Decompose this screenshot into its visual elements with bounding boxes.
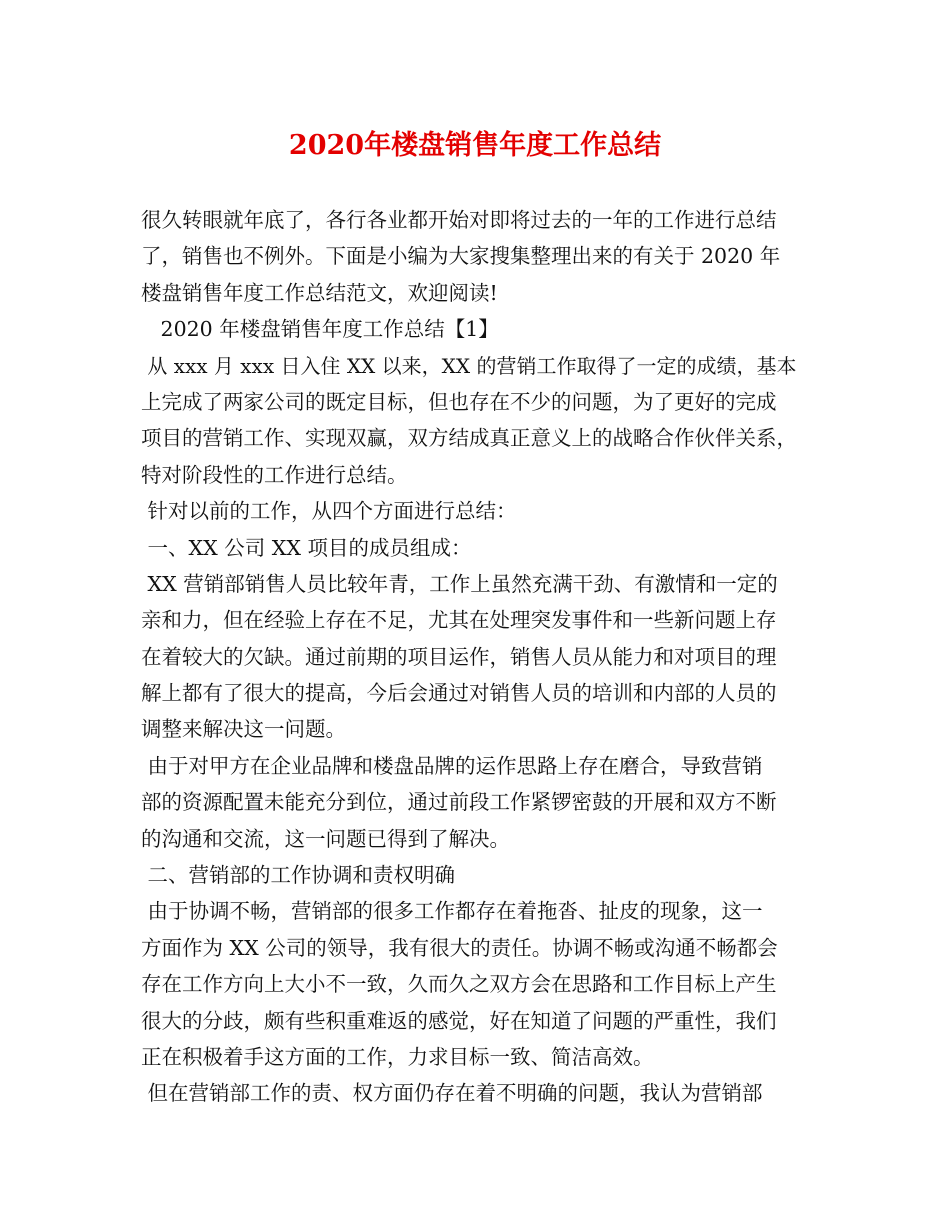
body-line: 项目的营销工作、实现双赢，双方结成真正意义上的战略合作伙伴关系， [141,426,797,451]
body-line: 解上都有了很大的提高，今后会通过对销售人员的培训和内部的人员的 [141,681,777,706]
body-line: 但在营销部工作的责、权方面仍存在着不明确的问题，我认为营销部 [141,1081,763,1106]
body-line: 正在积极着手这方面的工作，力求目标一致、简洁高效。 [141,1044,654,1069]
body-line: 很久转眼就年底了，各行各业都开始对即将过去的一年的工作进行总结 [141,208,777,232]
body-line: 存在工作方向上大小不一致，久而久之双方会在思路和工作目标上产生 [141,972,777,997]
body-line: 的沟通和交流，这一问题已得到了解决。 [141,826,510,851]
document-body [141,202,809,1112]
body-line: 亲和力，但在经验上存在不足，尤其在处理突发事件和一些新问题上存 [141,608,777,633]
body-line: 由于对甲方在企业品牌和楼盘品牌的运作思路上存在磨合，导致营销 [141,753,763,778]
body-line: 从 xxx 月 xxx 日入住 XX 以来，XX 的营销工作取得了一定的成绩，基本 [141,353,797,378]
body-line: 在着较大的欠缺。通过前期的项目运作，销售人员从能力和对项目的理 [141,644,777,669]
body-line: 上完成了两家公司的既定目标，但也存在不少的问题，为了更好的完成 [141,389,777,414]
body-line: 由于协调不畅，营销部的很多工作都存在着拖沓、扯皮的现象，这一 [141,899,763,924]
body-line: 一、XX 公司 XX 项目的成员组成： [141,535,472,560]
body-line: XX 营销部销售人员比较年青，工作上虽然充满干劲、有激情和一定的 [141,571,778,596]
body-line: 2020 年楼盘销售年度工作总结【1】 [141,317,499,342]
body-line: 方面作为 XX 公司的领导，我有很大的责任。协调不畅或沟通不畅都会 [141,935,778,960]
body-line: 特对阶段性的工作进行总结。 [141,462,408,487]
body-line: 针对以前的工作，从四个方面进行总结： [141,499,517,524]
body-line: 楼盘销售年度工作总结范文，欢迎阅读! [141,280,498,305]
body-line: 调整来解决这一问题。 [141,717,346,742]
body-line: 了，销售也不例外。下面是小编为大家搜集整理出来的有关于 2020 年 [141,244,781,269]
document-title: 2020年楼盘销售年度工作总结 [288,130,662,161]
body-line: 很大的分歧，颇有些积重难返的感觉，好在知道了问题的严重性，我们 [141,1008,777,1033]
body-line: 部的资源配置未能充分到位，通过前段工作紧锣密鼓的开展和双方不断 [141,790,777,815]
body-line: 二、营销部的工作协调和责权明确 [141,863,456,888]
